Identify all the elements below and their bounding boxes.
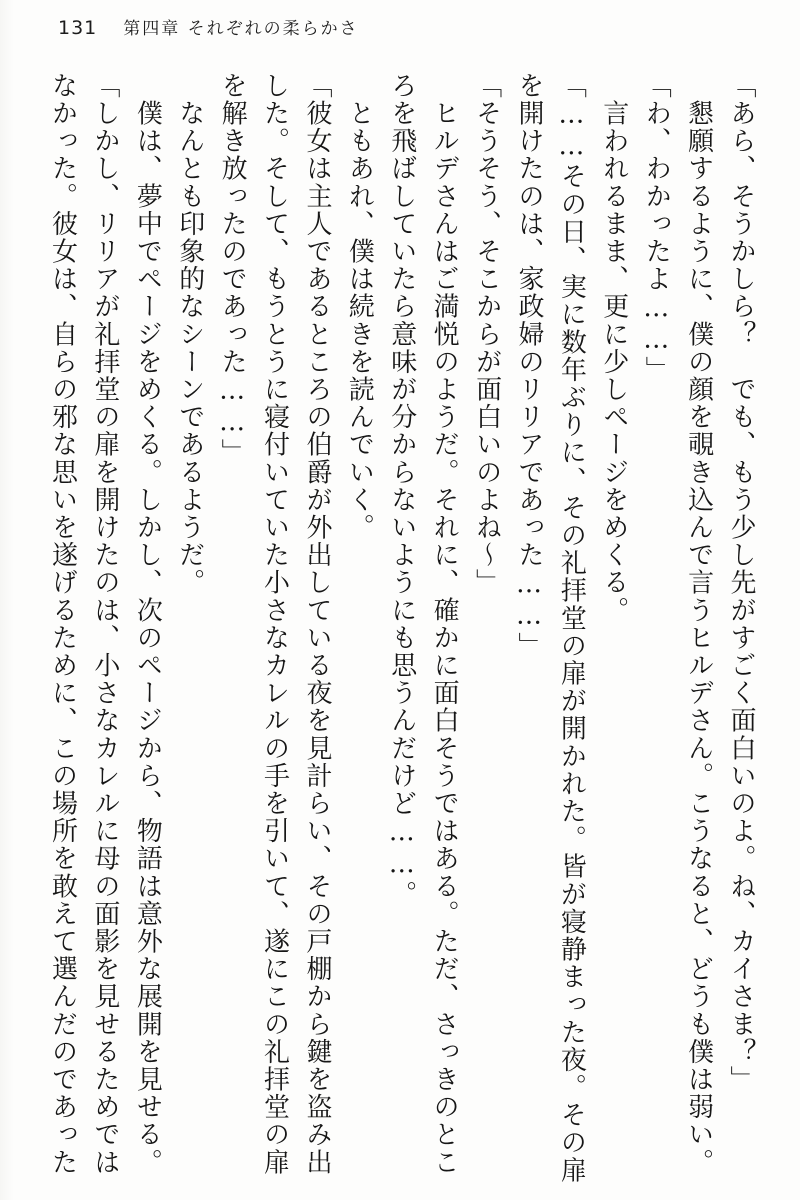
- text-column: 「そうそう、そこからが面白いのよね〜」: [471, 72, 502, 597]
- text-column: を開けたのは、家政婦のリリアであった……」: [513, 72, 544, 660]
- text-column: ろを飛ばしていたら意味が分からないようにも思うんだけど……。: [386, 72, 417, 908]
- text-column: 言われるまま、更に少しページをめくる。: [598, 72, 629, 624]
- text-column: なかった。彼女は、自らの邪な思いを遂げるために、この場所を敢えて選んだのであった: [47, 72, 78, 1176]
- text-column: 懇願するように、僕の顔を覗き込んで言うヒルデさん。こうなると、どうも僕は弱い。: [683, 72, 714, 1176]
- text-column: 「……その日、実に数年ぶりに、その礼拝堂の扉が開かれた。皆が寝静まった夜。その扉: [556, 72, 587, 1184]
- text-column: ヒルデさんはご満悦のようだ。それに、確かに面白そうではある。ただ、さっきのとこ: [429, 72, 460, 1176]
- text-column: した。そして、もうとうに寝付いていた小さなカレルの手を引いて、遂にこの礼拝堂の扉: [259, 72, 290, 1176]
- page-number: 131: [58, 17, 98, 39]
- running-head: [58, 14, 359, 39]
- vertical-text-block: [41, 72, 762, 1190]
- text-column: ともあれ、僕は続きを読んでいく。: [344, 72, 375, 542]
- chapter-heading: 第四章 それぞれの柔らかさ: [123, 19, 359, 39]
- text-column: を解き放ったのであった……」: [217, 72, 248, 467]
- text-column: なんとも印象的なシーンであるようだ。: [174, 72, 205, 597]
- text-column: 僕は、夢中でページをめくる。しかし、次のページから、物語は意外な展開を見せる。: [132, 72, 163, 1176]
- text-column: 「彼女は主人であるところの伯爵が外出している夜を見計らい、その戸棚から鍵を盗み出: [301, 72, 332, 1176]
- text-column: 「あら、そうかしら？ でも、もう少し先がすごく面白いのよ。ね、カイさま？」: [726, 72, 756, 1094]
- text-column: 「わ、わかったよ……」: [641, 72, 672, 384]
- text-column: 「しかし、リリアが礼拝堂の扉を開けたのは、小さなカレルに母の面影を見せるためでは: [89, 72, 120, 1176]
